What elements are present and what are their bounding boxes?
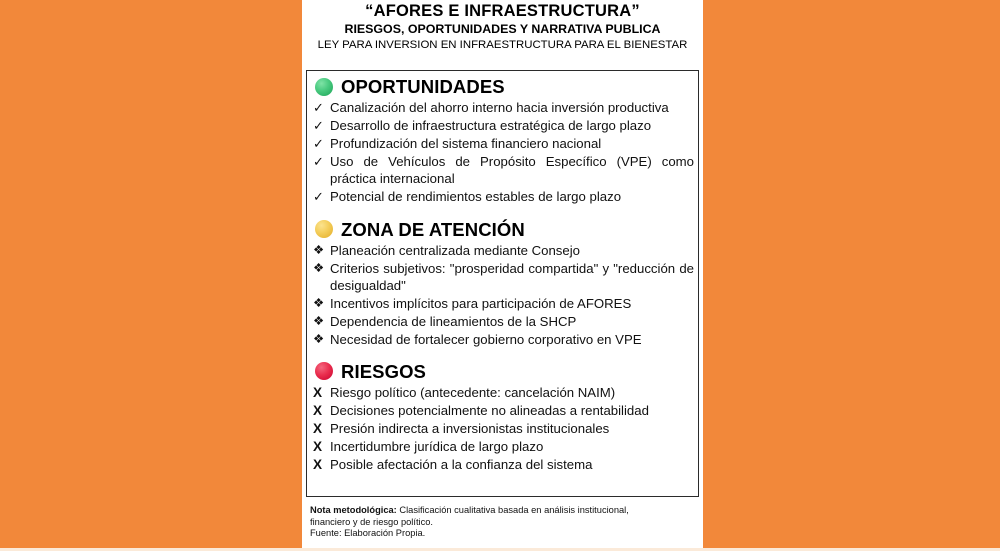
check-marker: ✓	[313, 153, 324, 169]
section-header-oportunidades	[315, 76, 694, 97]
list-oportunidades	[313, 99, 694, 205]
x-marker: X	[313, 402, 323, 418]
x-marker: X	[313, 438, 323, 454]
list-item-text: Desarrollo de infraestructura estratégica de largo plazo	[330, 117, 652, 133]
list-item-text: Profundización del sistema financiero nacional	[330, 135, 602, 151]
section-gap	[313, 349, 694, 361]
list-item-text: Necesidad de fortalecer gobierno corporativo en VPE	[330, 331, 642, 347]
list-item	[313, 135, 694, 152]
slide-title: “AFORES E INFRAESTRUCTURA”	[365, 2, 640, 20]
section-oportunidades	[313, 76, 694, 205]
list-item	[313, 313, 694, 330]
slide-subtitle-1: RIESGOS, OPORTUNIDADES Y NARRATIVA PUBLICA	[344, 22, 661, 36]
title-block	[302, 0, 703, 52]
list-item-text: Posible afectación a la confianza del sistema	[330, 456, 593, 472]
slide-subtitle-2: LEY PARA INVERSION EN INFRAESTRUCTURA PARA EL BIENESTAR	[317, 39, 688, 51]
footnote-line-1	[310, 505, 696, 517]
list-item	[313, 331, 694, 348]
list-item-text: Criterios subjetivos: "prosperidad compartida" y "reducción de desigualdad"	[330, 260, 694, 294]
section-header-zona-de-atencion	[315, 219, 694, 240]
list-item-text: Riesgo político (antecedente: cancelación NAIM)	[330, 384, 616, 400]
list-item-text: Decisiones potencialmente no alineadas a rentabilidad	[330, 402, 649, 418]
x-marker: X	[313, 420, 323, 436]
section-header-riesgos	[315, 361, 694, 382]
diamond-marker: ❖	[313, 242, 325, 257]
footnote	[310, 505, 696, 540]
section-gap	[313, 206, 694, 219]
section-title-zona-de-atencion: ZONA DE ATENCIÓN	[341, 218, 525, 240]
list-item	[313, 456, 694, 473]
red-circle-icon	[315, 362, 333, 380]
footnote-text-1: Clasificación cualitativa basada en análisis institucional,	[396, 505, 629, 515]
list-item-text: Incertidumbre jurídica de largo plazo	[330, 438, 544, 454]
content-box	[306, 70, 699, 497]
footnote-line-3: Fuente: Elaboración Propia.	[310, 528, 426, 539]
footnote-label: Nota metodológica:	[310, 505, 397, 515]
slide-card	[302, 0, 703, 548]
list-item	[313, 420, 694, 437]
list-item-text: Dependencia de lineamientos de la SHCP	[330, 314, 577, 330]
section-zona-de-atencion	[313, 219, 694, 348]
list-item	[313, 188, 694, 205]
check-marker: ✓	[313, 135, 324, 151]
list-item-text: Canalización del ahorro interno hacia inversión productiva	[330, 100, 669, 115]
list-item	[313, 99, 694, 116]
list-riesgos	[313, 384, 694, 473]
diamond-marker: ❖	[313, 314, 325, 329]
list-item	[313, 242, 694, 259]
list-item-text: Presión indirecta a inversionistas institucionales	[330, 420, 610, 436]
section-riesgos	[313, 361, 694, 473]
list-zona-de-atencion	[313, 242, 694, 348]
list-item-text: Planeación centralizada mediante Consejo	[330, 242, 580, 258]
footnote-line-2: financiero y de riesgo político.	[310, 516, 433, 527]
check-marker: ✓	[313, 189, 324, 205]
check-marker: ✓	[313, 117, 324, 133]
list-item	[313, 260, 694, 295]
list-item-text: Incentivos implícitos para participación de AFORES	[330, 296, 632, 312]
green-circle-icon	[315, 78, 333, 96]
list-item	[313, 153, 694, 188]
list-item-text: Potencial de rendimientos estables de largo plazo	[330, 189, 622, 205]
list-item-text: Uso de Vehículos de Propósito Específico (VPE) como práctica internacional	[330, 153, 694, 187]
check-marker: ✓	[313, 100, 324, 115]
diamond-marker: ❖	[313, 296, 325, 311]
list-item	[313, 438, 694, 455]
diamond-marker: ❖	[313, 331, 325, 346]
yellow-circle-icon	[315, 220, 333, 238]
list-item	[313, 402, 694, 419]
x-marker: X	[313, 384, 323, 400]
sections-host	[313, 76, 694, 473]
list-item	[313, 384, 694, 401]
list-item	[313, 295, 694, 312]
section-title-oportunidades: OPORTUNIDADES	[341, 76, 505, 97]
diamond-marker: ❖	[313, 260, 325, 275]
section-title-riesgos: RIESGOS	[341, 360, 426, 382]
x-marker: X	[313, 456, 323, 472]
list-item	[313, 117, 694, 134]
